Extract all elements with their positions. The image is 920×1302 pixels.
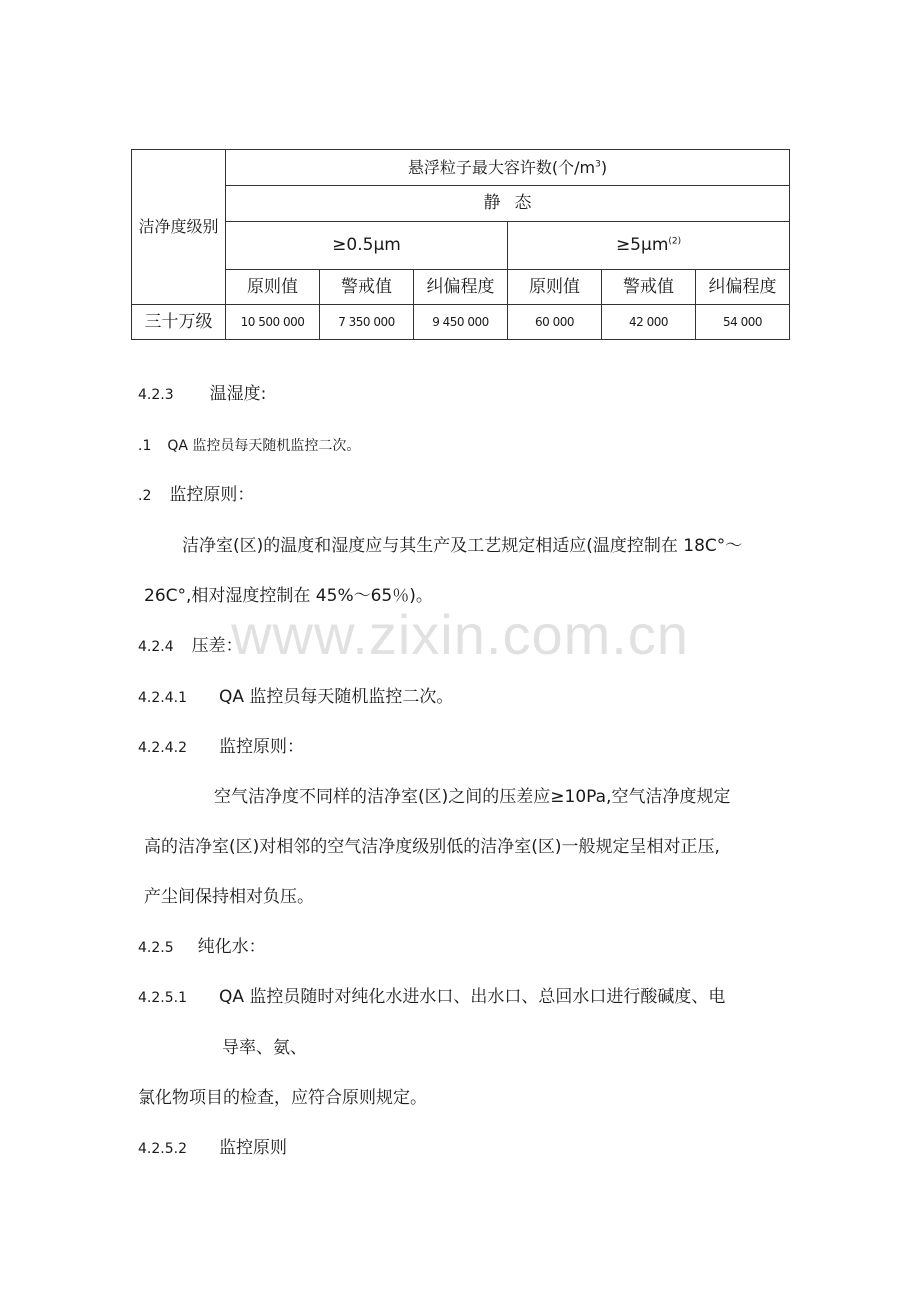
section-4-2-4 <box>138 635 243 658</box>
item-continuation: 导率、氨、 <box>222 1038 307 1058</box>
section-number: 4.2.4 <box>138 639 174 655</box>
size-small-cell <box>226 222 508 270</box>
value-cell: 60 000 <box>508 305 602 340</box>
section-4-2-3 <box>138 383 266 406</box>
state-label: 静态 <box>483 193 546 214</box>
value-cell: 9 450 000 <box>414 305 508 340</box>
value-cell: 7 350 000 <box>320 305 414 340</box>
paragraph-line: 高的洁净室(区)对相邻的空气洁净度级别低的洁净室(区)一般规定呈相对正压, <box>144 837 720 857</box>
particle-limit-table <box>131 149 790 340</box>
watermark: www.zixin.com.cn <box>231 603 689 666</box>
item-number: 4.2.5.1 <box>138 990 187 1006</box>
item-number: 4.2.5.2 <box>138 1141 187 1157</box>
section-4-2-5 <box>138 936 266 959</box>
item-text: 监控原则： <box>218 737 304 757</box>
value-cell: 10 500 000 <box>226 305 320 340</box>
state-cell <box>226 186 790 222</box>
size-large-label: ≥5μm <box>615 235 669 256</box>
item-4-2-5-2 <box>138 1137 287 1160</box>
col-correction-1: 纠偏程度 <box>414 270 508 305</box>
item-number: 4.2.4.2 <box>138 740 187 756</box>
item-text: QA 监控员每天随机监控二次。 <box>218 687 454 707</box>
paragraph-line: 产尘间保持相对负压。 <box>144 887 314 907</box>
section-number: 4.2.3 <box>138 387 174 403</box>
col-alert-1: 警戒值 <box>320 270 414 305</box>
table-title: 悬浮粒子最大容许数(个/m <box>407 157 596 177</box>
item-4-2-3-1 <box>138 434 360 457</box>
size-large-sup: (2) <box>668 236 682 247</box>
section-title: 纯化水： <box>197 937 266 957</box>
section-title: 温湿度: <box>209 384 267 404</box>
paragraph-line: 空气洁净度不同样的洁净室(区)之间的压差应≥10Pa,空气洁净度规定 <box>214 787 731 807</box>
item-continuation: 氯化物项目的检查，应符合原则规定。 <box>138 1088 427 1108</box>
table-title-cell <box>226 150 790 186</box>
item-text: 监控原则 <box>218 1138 287 1158</box>
col-standard-1: 原则值 <box>226 270 320 305</box>
item-text: QA 监控员每天随机监控二次。 <box>167 438 361 454</box>
item-4-2-3-2 <box>138 484 254 507</box>
section-title: 压差： <box>191 636 243 656</box>
row-grade: 三十万级 <box>132 305 226 340</box>
value-cell: 42 000 <box>602 305 696 340</box>
paragraph-line: 26C°,相对湿度控制在 45%～65％)。 <box>144 586 433 606</box>
item-text: QA 监控员随时对纯化水进水口、出水口、总回水口进行酸碱度、电 <box>218 987 726 1007</box>
item-text: 监控原则： <box>169 485 255 505</box>
table-title-sup: 3 <box>595 159 601 170</box>
col-alert-2: 警戒值 <box>602 270 696 305</box>
col-correction-2: 纠偏程度 <box>696 270 790 305</box>
item-4-2-4-1 <box>138 686 453 709</box>
paragraph-line: 洁净室(区)的温度和湿度应与其生产及工艺规定相适应(温度控制在 18C°～ <box>182 536 743 556</box>
item-number: .2 <box>138 488 152 504</box>
section-number: 4.2.5 <box>138 940 174 956</box>
grade-header-cell <box>132 150 226 305</box>
size-large-cell <box>508 222 790 270</box>
table-title-suffix: ) <box>600 157 608 177</box>
item-4-2-5-1 <box>138 986 725 1009</box>
value-cell: 54 000 <box>696 305 790 340</box>
item-number: 4.2.4.1 <box>138 690 187 706</box>
col-standard-2: 原则值 <box>508 270 602 305</box>
grade-header: 洁净度级别 <box>138 217 219 237</box>
item-number: .1 <box>138 438 152 454</box>
item-4-2-4-2 <box>138 736 304 759</box>
size-small-label: ≥0.5μm <box>332 235 401 256</box>
